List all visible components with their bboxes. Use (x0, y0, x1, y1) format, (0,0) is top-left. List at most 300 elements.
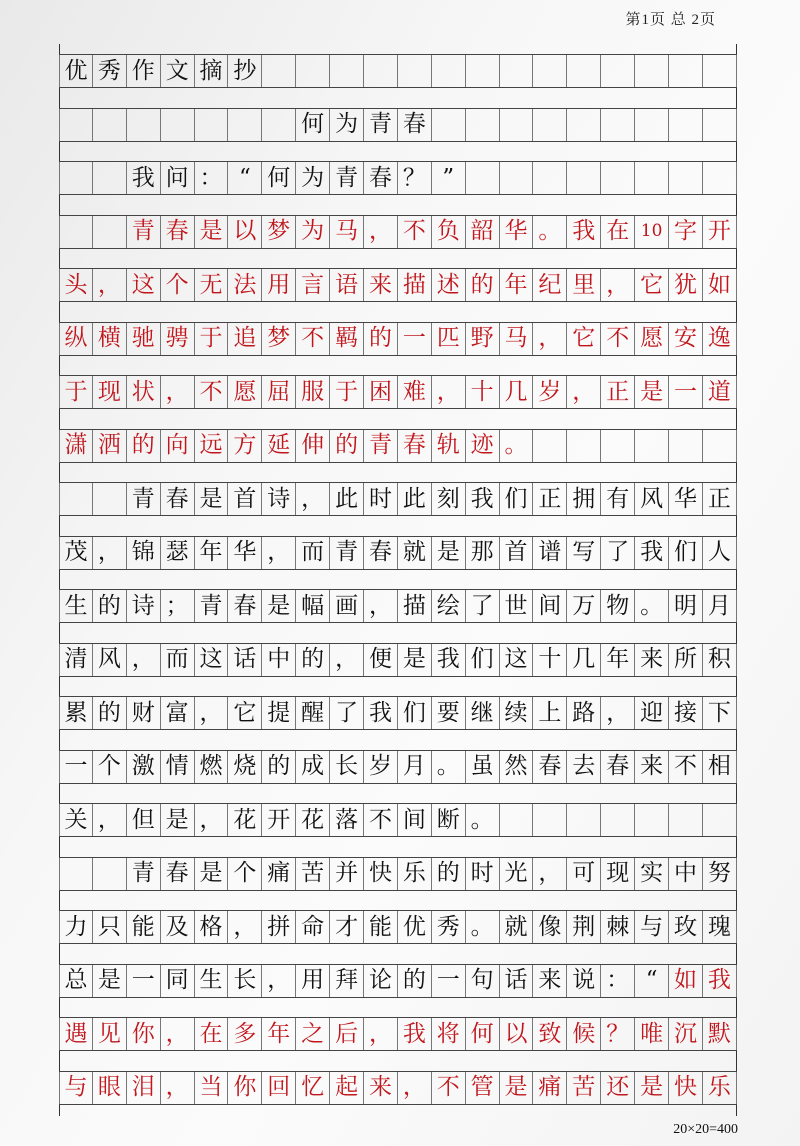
grid-cell: 而 (296, 537, 330, 569)
grid-cell: 富 (161, 697, 195, 729)
grid-cell: ， (364, 216, 398, 248)
grid-cell: 追 (228, 323, 262, 355)
grid-cell: 间 (533, 590, 567, 622)
grid-cell: 年 (262, 1018, 296, 1050)
grid-cell: 驰 (127, 323, 161, 355)
grid-cell: 所 (669, 644, 703, 676)
grid-cell: 命 (296, 911, 330, 943)
grid-cell (601, 804, 635, 836)
grid-cell: ， (601, 697, 635, 729)
grid-cell: 何 (466, 1018, 500, 1050)
grid-cell: 接 (669, 697, 703, 729)
grid-cell: 同 (161, 965, 195, 997)
grid-cell: ， (195, 804, 229, 836)
grid-cell: 瑰 (703, 911, 737, 943)
grid-cell: 文 (161, 55, 195, 87)
grid-cell: 的 (262, 751, 296, 783)
grid-cell: 。 (500, 430, 534, 462)
grid-cell: ， (127, 644, 161, 676)
grid-cell: 能 (364, 911, 398, 943)
grid-cell: 有 (601, 483, 635, 515)
grid-cell: 烧 (228, 751, 262, 783)
grid-row (59, 268, 737, 302)
grid-cell: 时 (364, 483, 398, 515)
grid-cell: 春 (161, 216, 195, 248)
grid-cell: 春 (398, 430, 432, 462)
grid-row (59, 1017, 737, 1051)
grid-cell: 于 (59, 376, 93, 408)
grid-cell: 青 (364, 109, 398, 141)
grid-cell: 一 (432, 965, 466, 997)
grid-cell: 是 (262, 590, 296, 622)
grid-cell: 乐 (398, 858, 432, 890)
grid-cell: 法 (228, 269, 262, 301)
grid-cell (635, 162, 669, 194)
grid-cell: ， (296, 483, 330, 515)
grid-cell: 马 (330, 216, 364, 248)
grid-cell: 见 (93, 1018, 127, 1050)
manuscript-grid (59, 44, 737, 1116)
grid-cell: ， (330, 644, 364, 676)
grid-cell (59, 162, 93, 194)
grid-cell: 春 (161, 483, 195, 515)
grid-cell: 默 (703, 1018, 737, 1050)
grid-cell: 们 (466, 644, 500, 676)
grid-cell: 清 (59, 644, 93, 676)
grid-cell: 沉 (669, 1018, 703, 1050)
grid-cell: 光 (500, 858, 534, 890)
grid-cell: 花 (296, 804, 330, 836)
grid-cell: 道 (703, 376, 737, 408)
grid-cell: 十 (533, 644, 567, 676)
grid-cell: 春 (228, 590, 262, 622)
grid-cell: 路 (567, 697, 601, 729)
grid-cell: 中 (262, 644, 296, 676)
grid-cell: 关 (59, 804, 93, 836)
grid-cell: 问 (161, 162, 195, 194)
grid-cell: 于 (195, 323, 229, 355)
grid-cell: 梦 (262, 323, 296, 355)
grid-cell: 负 (432, 216, 466, 248)
grid-cell: 正 (533, 483, 567, 515)
grid-cell: 了 (601, 537, 635, 569)
grid-cell: 语 (330, 269, 364, 301)
grid-cell: ， (432, 376, 466, 408)
grid-cell: 纪 (533, 269, 567, 301)
grid-cell: 年 (601, 644, 635, 676)
grid-cell: 的 (398, 965, 432, 997)
grid-cell: 月 (703, 590, 737, 622)
grid-cell: 开 (703, 216, 737, 248)
grid-cell: 逸 (703, 323, 737, 355)
grid-count: 20×20=400 (673, 1122, 738, 1137)
grid-cell: 于 (330, 376, 364, 408)
grid-cell: ， (195, 697, 229, 729)
grid-cell: 中 (669, 858, 703, 890)
grid-cell: 之 (296, 1018, 330, 1050)
grid-cell: 财 (127, 697, 161, 729)
grid-cell: 困 (364, 376, 398, 408)
grid-cell: 世 (500, 590, 534, 622)
grid-cell: 一 (59, 751, 93, 783)
grid-cell: 来 (635, 644, 669, 676)
grid-cell: ， (567, 376, 601, 408)
grid-cell: 首 (500, 537, 534, 569)
grid-cell: 这 (195, 644, 229, 676)
grid-row (59, 215, 737, 249)
grid-cell: 就 (398, 537, 432, 569)
grid-cell: 你 (228, 1072, 262, 1104)
grid-cell: 潇 (59, 430, 93, 462)
grid-cell (228, 109, 262, 141)
grid-cell: 们 (398, 697, 432, 729)
grid-cell: 棘 (601, 911, 635, 943)
grid-cell: 情 (161, 751, 195, 783)
grid-cell: 屈 (262, 376, 296, 408)
grid-cell: 与 (59, 1072, 93, 1104)
grid-cell: 而 (161, 644, 195, 676)
grid-cell: ， (398, 1072, 432, 1104)
grid-cell: 便 (364, 644, 398, 676)
grid-cell: 快 (669, 1072, 703, 1104)
grid-cell: 是 (195, 216, 229, 248)
grid-cell: 作 (127, 55, 161, 87)
grid-cell: 述 (432, 269, 466, 301)
grid-cell (533, 430, 567, 462)
grid-cell: 不 (432, 1072, 466, 1104)
grid-cell: 说 (567, 965, 601, 997)
grid-cell: 华 (228, 537, 262, 569)
grid-cell: 的 (296, 644, 330, 676)
grid-cell: 写 (567, 537, 601, 569)
grid-cell: 的 (127, 430, 161, 462)
grid-cell: 瑟 (161, 537, 195, 569)
grid-cell (59, 109, 93, 141)
grid-cell: 明 (669, 590, 703, 622)
grid-cell: 字 (669, 216, 703, 248)
grid-cell: 与 (635, 911, 669, 943)
grid-cell (296, 55, 330, 87)
grid-cell: 秀 (432, 911, 466, 943)
grid-cell: 是 (398, 644, 432, 676)
grid-cell: 成 (296, 751, 330, 783)
grid-cell: 相 (703, 751, 737, 783)
grid-cell: 不 (669, 751, 703, 783)
grid-cell: 匹 (432, 323, 466, 355)
grid-cell: 玫 (669, 911, 703, 943)
grid-cell: 如 (703, 269, 737, 301)
grid-cell (703, 109, 737, 141)
grid-cell: 不 (398, 216, 432, 248)
grid-cell: 横 (93, 323, 127, 355)
grid-row (59, 482, 737, 516)
grid-cell: 秀 (93, 55, 127, 87)
grid-cell: 状 (127, 376, 161, 408)
page-number: 第1页 总 2页 (625, 12, 716, 28)
grid-cell: ， (364, 590, 398, 622)
grid-cell (703, 162, 737, 194)
grid-cell: 去 (567, 751, 601, 783)
grid-cell: 荆 (567, 911, 601, 943)
grid-cell: 当 (195, 1072, 229, 1104)
grid-cell: 个 (228, 858, 262, 890)
grid-cell (533, 109, 567, 141)
grid-cell: 这 (127, 269, 161, 301)
grid-cell: 是 (432, 537, 466, 569)
grid-cell: 将 (432, 1018, 466, 1050)
grid-row (59, 696, 737, 730)
grid-cell: 诗 (262, 483, 296, 515)
grid-cell: 刻 (432, 483, 466, 515)
grid-cell: 来 (364, 1072, 398, 1104)
grid-cell (500, 162, 534, 194)
grid-cell: 苦 (567, 1072, 601, 1104)
grid-cell (59, 216, 93, 248)
grid-cell: 乐 (703, 1072, 737, 1104)
grid-cell: 。 (635, 590, 669, 622)
grid-cell (669, 109, 703, 141)
grid-cell: 。 (466, 804, 500, 836)
grid-cell: 遇 (59, 1018, 93, 1050)
grid-cell: 方 (228, 430, 262, 462)
grid-cell: 华 (669, 483, 703, 515)
grid-cell: 致 (533, 1018, 567, 1050)
grid-cell (669, 430, 703, 462)
grid-cell (567, 804, 601, 836)
grid-cell: 的 (364, 323, 398, 355)
grid-cell (161, 109, 195, 141)
grid-cell: 何 (262, 162, 296, 194)
grid-cell: 要 (432, 697, 466, 729)
grid-cell: 的 (432, 858, 466, 890)
grid-cell (601, 109, 635, 141)
grid-cell (500, 109, 534, 141)
grid-cell (432, 55, 466, 87)
grid-cell: 我 (432, 644, 466, 676)
grid-cell: 梦 (262, 216, 296, 248)
grid-cell (567, 162, 601, 194)
grid-row (59, 1071, 737, 1105)
grid-cell: 总 (59, 965, 93, 997)
grid-cell: ， (161, 1018, 195, 1050)
grid-cell: 纵 (59, 323, 93, 355)
grid-cell: 为 (330, 109, 364, 141)
grid-cell: 个 (161, 269, 195, 301)
grid-cell: 头 (59, 269, 93, 301)
grid-cell: “ (635, 965, 669, 997)
grid-cell: 优 (398, 911, 432, 943)
grid-cell: 描 (398, 269, 432, 301)
grid-cell: 生 (59, 590, 93, 622)
grid-cell (533, 162, 567, 194)
grid-cell: 青 (127, 483, 161, 515)
grid-cell: 轨 (432, 430, 466, 462)
grid-cell (567, 109, 601, 141)
grid-cell: 以 (228, 216, 262, 248)
grid-cell: ； (161, 590, 195, 622)
grid-cell (93, 162, 127, 194)
grid-cell: 起 (330, 1072, 364, 1104)
grid-cell: 我 (364, 697, 398, 729)
grid-cell: 的 (93, 697, 127, 729)
grid-cell: 了 (466, 590, 500, 622)
grid-cell (93, 109, 127, 141)
grid-cell: 正 (601, 376, 635, 408)
grid-cell: 的 (330, 430, 364, 462)
grid-cell: 我 (398, 1018, 432, 1050)
grid-cell (500, 55, 534, 87)
grid-cell: 野 (466, 323, 500, 355)
grid-cell (466, 55, 500, 87)
grid-cell: 描 (398, 590, 432, 622)
grid-cell: ， (601, 269, 635, 301)
grid-cell: 长 (330, 751, 364, 783)
grid-cell: 们 (500, 483, 534, 515)
grid-cell: 话 (228, 644, 262, 676)
grid-cell: 锦 (127, 537, 161, 569)
grid-cell: 才 (330, 911, 364, 943)
grid-cell: 继 (466, 697, 500, 729)
grid-cell: 提 (262, 697, 296, 729)
grid-cell: 如 (669, 965, 703, 997)
grid-cell: ， (161, 376, 195, 408)
grid-cell (533, 804, 567, 836)
grid-cell: 像 (533, 911, 567, 943)
grid-cell: 几 (567, 644, 601, 676)
grid-cell (330, 55, 364, 87)
grid-cell: 这 (500, 644, 534, 676)
grid-cell: 来 (635, 751, 669, 783)
grid-cell: 以 (500, 1018, 534, 1050)
grid-cell: 摘 (195, 55, 229, 87)
grid-cell (567, 430, 601, 462)
grid-cell: 风 (635, 483, 669, 515)
grid-cell: 唯 (635, 1018, 669, 1050)
grid-cell: 洒 (93, 430, 127, 462)
grid-cell: 服 (296, 376, 330, 408)
grid-cell: ” (432, 162, 466, 194)
grid-cell: 但 (127, 804, 161, 836)
grid-cell: 抄 (228, 55, 262, 87)
grid-cell (364, 55, 398, 87)
grid-cell: 那 (466, 537, 500, 569)
grid-cell: 里 (567, 269, 601, 301)
grid-cell: 此 (330, 483, 364, 515)
grid-cell (669, 55, 703, 87)
grid-row (59, 54, 737, 88)
grid-cell: 十 (466, 376, 500, 408)
grid-cell (669, 162, 703, 194)
grid-cell: ， (533, 323, 567, 355)
grid-cell: 春 (398, 109, 432, 141)
grid-cell: 管 (466, 1072, 500, 1104)
grid-cell: 首 (228, 483, 262, 515)
grid-cell: 多 (228, 1018, 262, 1050)
grid-cell: 春 (364, 162, 398, 194)
grid-cell (127, 109, 161, 141)
grid-cell (466, 109, 500, 141)
grid-cell: 苦 (296, 858, 330, 890)
grid-cell: “ (228, 162, 262, 194)
grid-cell: ： (195, 162, 229, 194)
grid-cell: 我 (703, 965, 737, 997)
grid-cell: 累 (59, 697, 93, 729)
grid-cell: 快 (364, 858, 398, 890)
grid-cell: 月 (398, 751, 432, 783)
grid-cell (262, 55, 296, 87)
grid-cell (398, 55, 432, 87)
grid-cell (635, 804, 669, 836)
grid-cell: 并 (330, 858, 364, 890)
grid-cell: 。 (432, 751, 466, 783)
grid-cell: 年 (500, 269, 534, 301)
grid-cell: 虽 (466, 751, 500, 783)
grid-cell: 画 (330, 590, 364, 622)
grid-cell (635, 430, 669, 462)
grid-cell: 燃 (195, 751, 229, 783)
grid-cell: 岁 (533, 376, 567, 408)
grid-cell: 不 (601, 323, 635, 355)
grid-cell: 回 (262, 1072, 296, 1104)
grid-cell: 青 (330, 162, 364, 194)
grid-row (59, 910, 737, 944)
grid-cell (93, 483, 127, 515)
grid-cell: 岁 (364, 751, 398, 783)
grid-cell: 痛 (262, 858, 296, 890)
grid-cell: 们 (669, 537, 703, 569)
grid-cell: 迹 (466, 430, 500, 462)
grid-cell: 长 (228, 965, 262, 997)
grid-cell: 正 (703, 483, 737, 515)
grid-cell (195, 109, 229, 141)
grid-cell: 是 (635, 1072, 669, 1104)
grid-cell: ， (93, 269, 127, 301)
grid-cell: ， (262, 965, 296, 997)
grid-cell: ， (364, 1018, 398, 1050)
grid-cell: 犹 (669, 269, 703, 301)
grid-cell: 春 (161, 858, 195, 890)
grid-cell: 诗 (127, 590, 161, 622)
grid-cell: 不 (296, 323, 330, 355)
grid-cell: 青 (195, 590, 229, 622)
grid-cell: 春 (601, 751, 635, 783)
grid-cell: 年 (195, 537, 229, 569)
grid-cell: 绘 (432, 590, 466, 622)
grid-cell: 我 (567, 216, 601, 248)
grid-cell: 不 (364, 804, 398, 836)
grid-cell: 此 (398, 483, 432, 515)
grid-cell: ： (601, 965, 635, 997)
grid-cell: 来 (533, 965, 567, 997)
grid-cell: 青 (364, 430, 398, 462)
grid-cell: 万 (567, 590, 601, 622)
grid-cell: 是 (195, 483, 229, 515)
grid-cell (635, 55, 669, 87)
grid-cell: 在 (601, 216, 635, 248)
grid-cell: 时 (466, 858, 500, 890)
grid-cell (432, 109, 466, 141)
grid-cell (601, 162, 635, 194)
grid-cell: 断 (432, 804, 466, 836)
grid-cell: 我 (635, 537, 669, 569)
grid-cell: 迎 (635, 697, 669, 729)
grid-row (59, 108, 737, 142)
grid-row (59, 375, 737, 409)
grid-cell: 上 (533, 697, 567, 729)
grid-cell: 风 (93, 644, 127, 676)
grid-cell: 痛 (533, 1072, 567, 1104)
grid-cell: 然 (500, 751, 534, 783)
